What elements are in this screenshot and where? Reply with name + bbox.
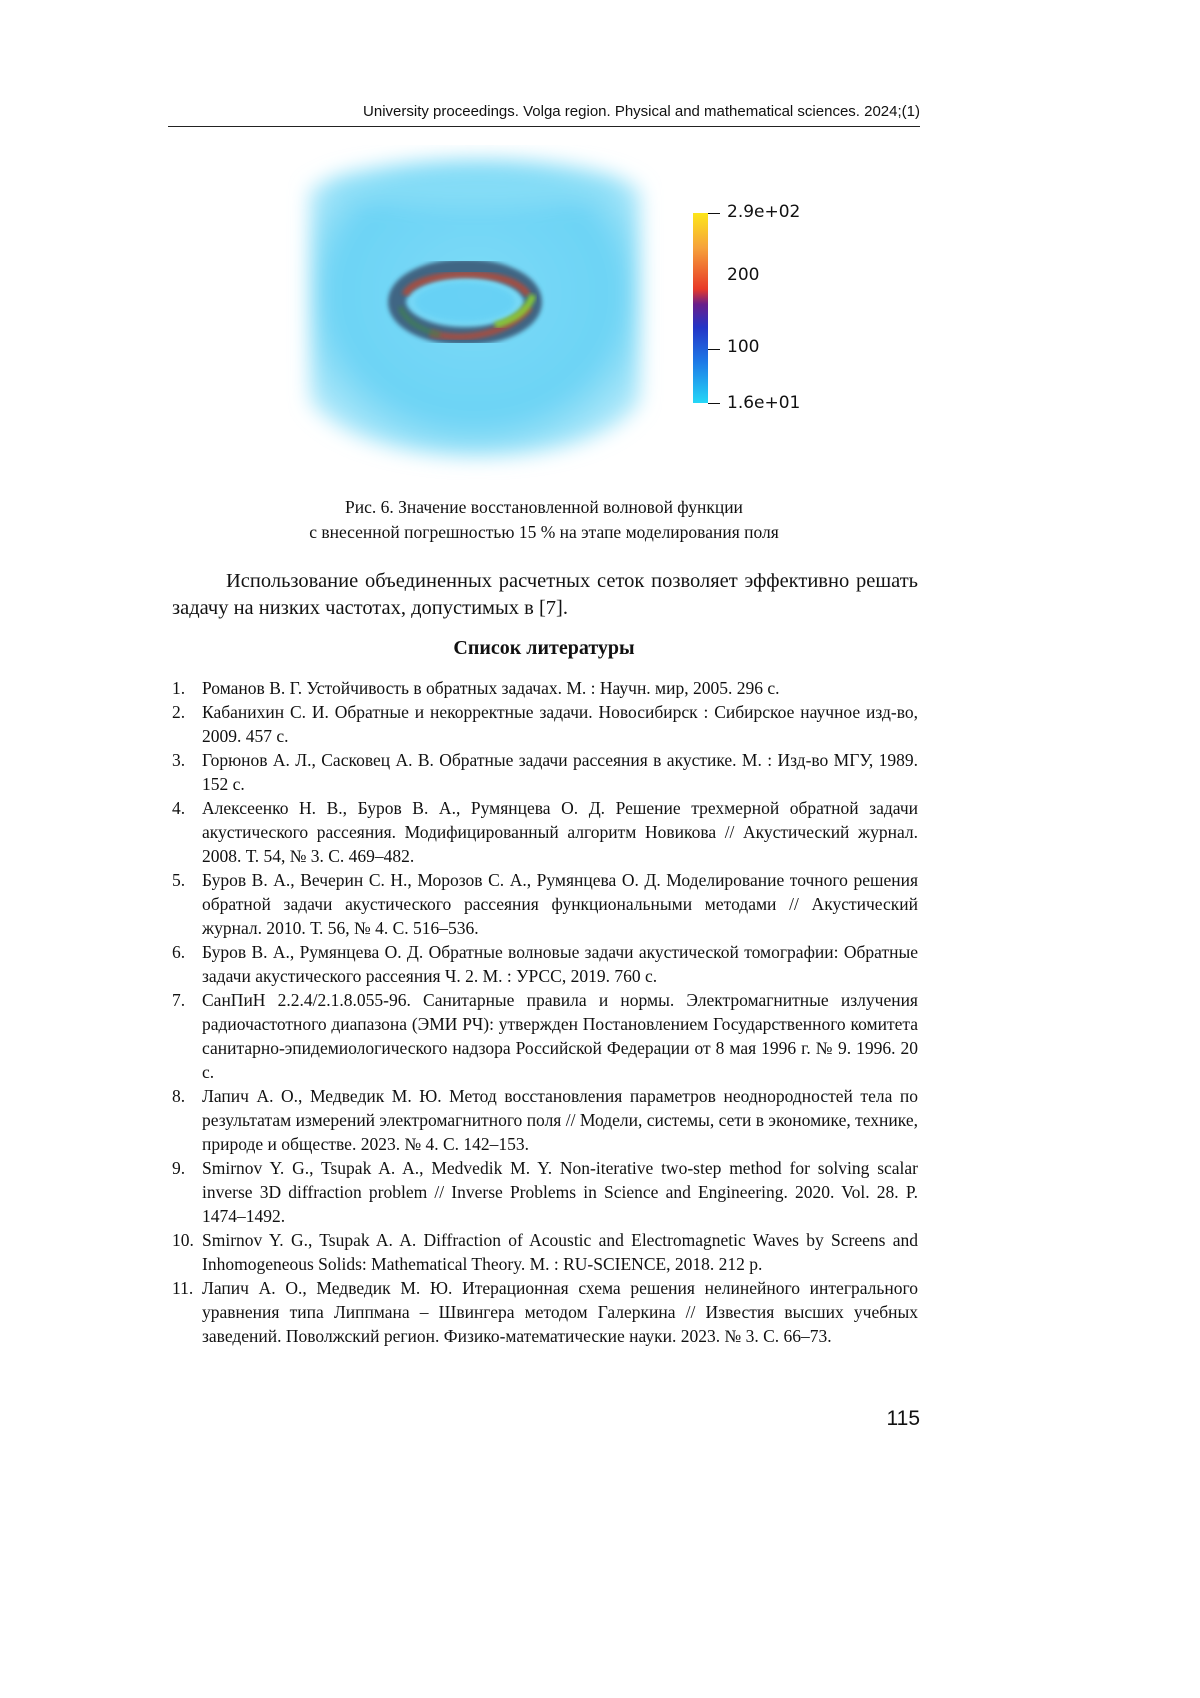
references-title: Список литературы bbox=[453, 637, 635, 659]
reference-item bbox=[172, 988, 918, 1084]
reference-text: Лапич А. О., Медведик М. Ю. Метод восстановления параметров неоднородностей тела по результатам измерений электромагнитного поля // Модели, системы, сети в экономике, технике, природе и обществе. 2023. № 4. С. 142–153. bbox=[202, 1086, 918, 1154]
header-rule bbox=[168, 126, 920, 127]
reference-list bbox=[172, 676, 918, 1348]
reference-number: 10. bbox=[172, 1230, 194, 1250]
reference-item bbox=[172, 676, 918, 700]
paragraph-text: Использование объединенных расчетных сеток позволяет эффективно решать задачу на низких частотах, допустимых в [7]. bbox=[172, 570, 918, 619]
reference-text: Smirnov Y. G., Tsupak A. A. Diffraction of Acoustic and Electromagnetic Waves by Screens and Inhomogeneous Solids: Mathematical Theory. M. : RU-SCIENCE, 2018. 212 p. bbox=[202, 1230, 918, 1274]
caption-line-1: Рис. 6. Значение восстановленной волновой функции bbox=[345, 497, 743, 517]
reference-item bbox=[172, 1084, 918, 1156]
reference-text: Горюнов А. Л., Сасковец А. В. Обратные задачи рассеяния в акустике. М. : Изд-во МГУ, 1989. 152 с. bbox=[202, 750, 918, 794]
reference-item bbox=[172, 748, 918, 796]
colorbar-tick-max bbox=[708, 213, 720, 214]
figure-6 bbox=[270, 140, 830, 485]
running-header: University proceedings. Volga region. Physical and mathematical sciences. 2024;(1) bbox=[363, 103, 920, 120]
colorbar-label-200: 200 bbox=[727, 265, 760, 285]
caption-line-2: с внесенной погрешностью 15 % на этапе моделирования поля bbox=[309, 522, 779, 542]
reference-item bbox=[172, 940, 918, 988]
reference-number: 9. bbox=[172, 1158, 186, 1178]
reference-item bbox=[172, 796, 918, 868]
reference-text: Буров В. А., Румянцева О. Д. Обратные волновые задачи акустической томографии: Обратные задачи акустического рассеяния Ч. 2. М. : УРСС, 2019. 760 с. bbox=[202, 942, 918, 986]
reference-text: Кабанихин С. И. Обратные и некорректные задачи. Новосибирск : Сибирское научное изд-во, 2009. 457 с. bbox=[202, 702, 918, 746]
reference-text: Лапич А. О., Медведик М. Ю. Итерационная схема решения нелинейного интегрального уравнения типа Липпмана – Швингера методом Галеркина // Известия высших учебных заведений. Поволжский регион. Физико-математические науки. 2023. № 3. С. 66–73. bbox=[202, 1278, 918, 1346]
reference-text: СанПиН 2.2.4/2.1.8.055-96. Санитарные правила и нормы. Электромагнитные излучения радиочастотного диапазона (ЭМИ РЧ): утвержден Постановлением Государственного комитета санитарно-эпидемиологического надзора Российской Федерации от 8 мая 1996 г. № 9. 1996. 20 с. bbox=[202, 990, 918, 1082]
reference-number: 6. bbox=[172, 942, 186, 962]
colorbar-label-max: 2.9e+02 bbox=[727, 202, 801, 222]
reference-number: 7. bbox=[172, 990, 186, 1010]
reference-item bbox=[172, 1228, 918, 1276]
reference-number: 2. bbox=[172, 702, 186, 722]
colorbar bbox=[693, 213, 708, 403]
colorbar-label-min: 1.6e+01 bbox=[727, 393, 801, 413]
reference-text: Алексеенко Н. В., Буров В. А., Румянцева О. Д. Решение трехмерной обратной задачи акустического рассеяния. Модифицированный алгоритм Новикова // Акустический журнал. 2008. Т. 54, № 3. С. 469–482. bbox=[202, 798, 918, 866]
reference-number: 3. bbox=[172, 750, 186, 770]
wave-function-volume-render bbox=[280, 145, 680, 480]
page-number: 115 bbox=[886, 1407, 920, 1430]
colorbar-label-100: 100 bbox=[727, 337, 760, 357]
reference-item bbox=[172, 1276, 918, 1348]
colorbar-tick-min bbox=[708, 403, 720, 404]
figure-caption bbox=[168, 495, 920, 545]
reference-text: Smirnov Y. G., Tsupak A. A., Medvedik M. Y. Non-iterative two-step method for solving scalar inverse 3D diffraction problem // Inverse Problems in Science and Engineering. 2020. Vol. 28. P. 1474–1492. bbox=[202, 1158, 918, 1226]
reference-number: 4. bbox=[172, 798, 186, 818]
colorbar-tick-100 bbox=[708, 349, 720, 350]
reference-text: Романов В. Г. Устойчивость в обратных задачах. М. : Научн. мир, 2005. 296 с. bbox=[202, 678, 780, 698]
reference-number: 1. bbox=[172, 678, 186, 698]
reference-text: Буров В. А., Вечерин С. Н., Морозов С. А., Румянцева О. Д. Моделирование точного решения обратной задачи акустического рассеяния функциональными методами // Акустический журнал. 2010. Т. 56, № 4. С. 516–536. bbox=[202, 870, 918, 938]
reference-item bbox=[172, 868, 918, 940]
body-paragraph bbox=[172, 568, 918, 622]
reference-item bbox=[172, 700, 918, 748]
reference-item bbox=[172, 1156, 918, 1228]
reference-number: 11. bbox=[172, 1278, 194, 1298]
reference-number: 5. bbox=[172, 870, 186, 890]
reference-number: 8. bbox=[172, 1086, 186, 1106]
